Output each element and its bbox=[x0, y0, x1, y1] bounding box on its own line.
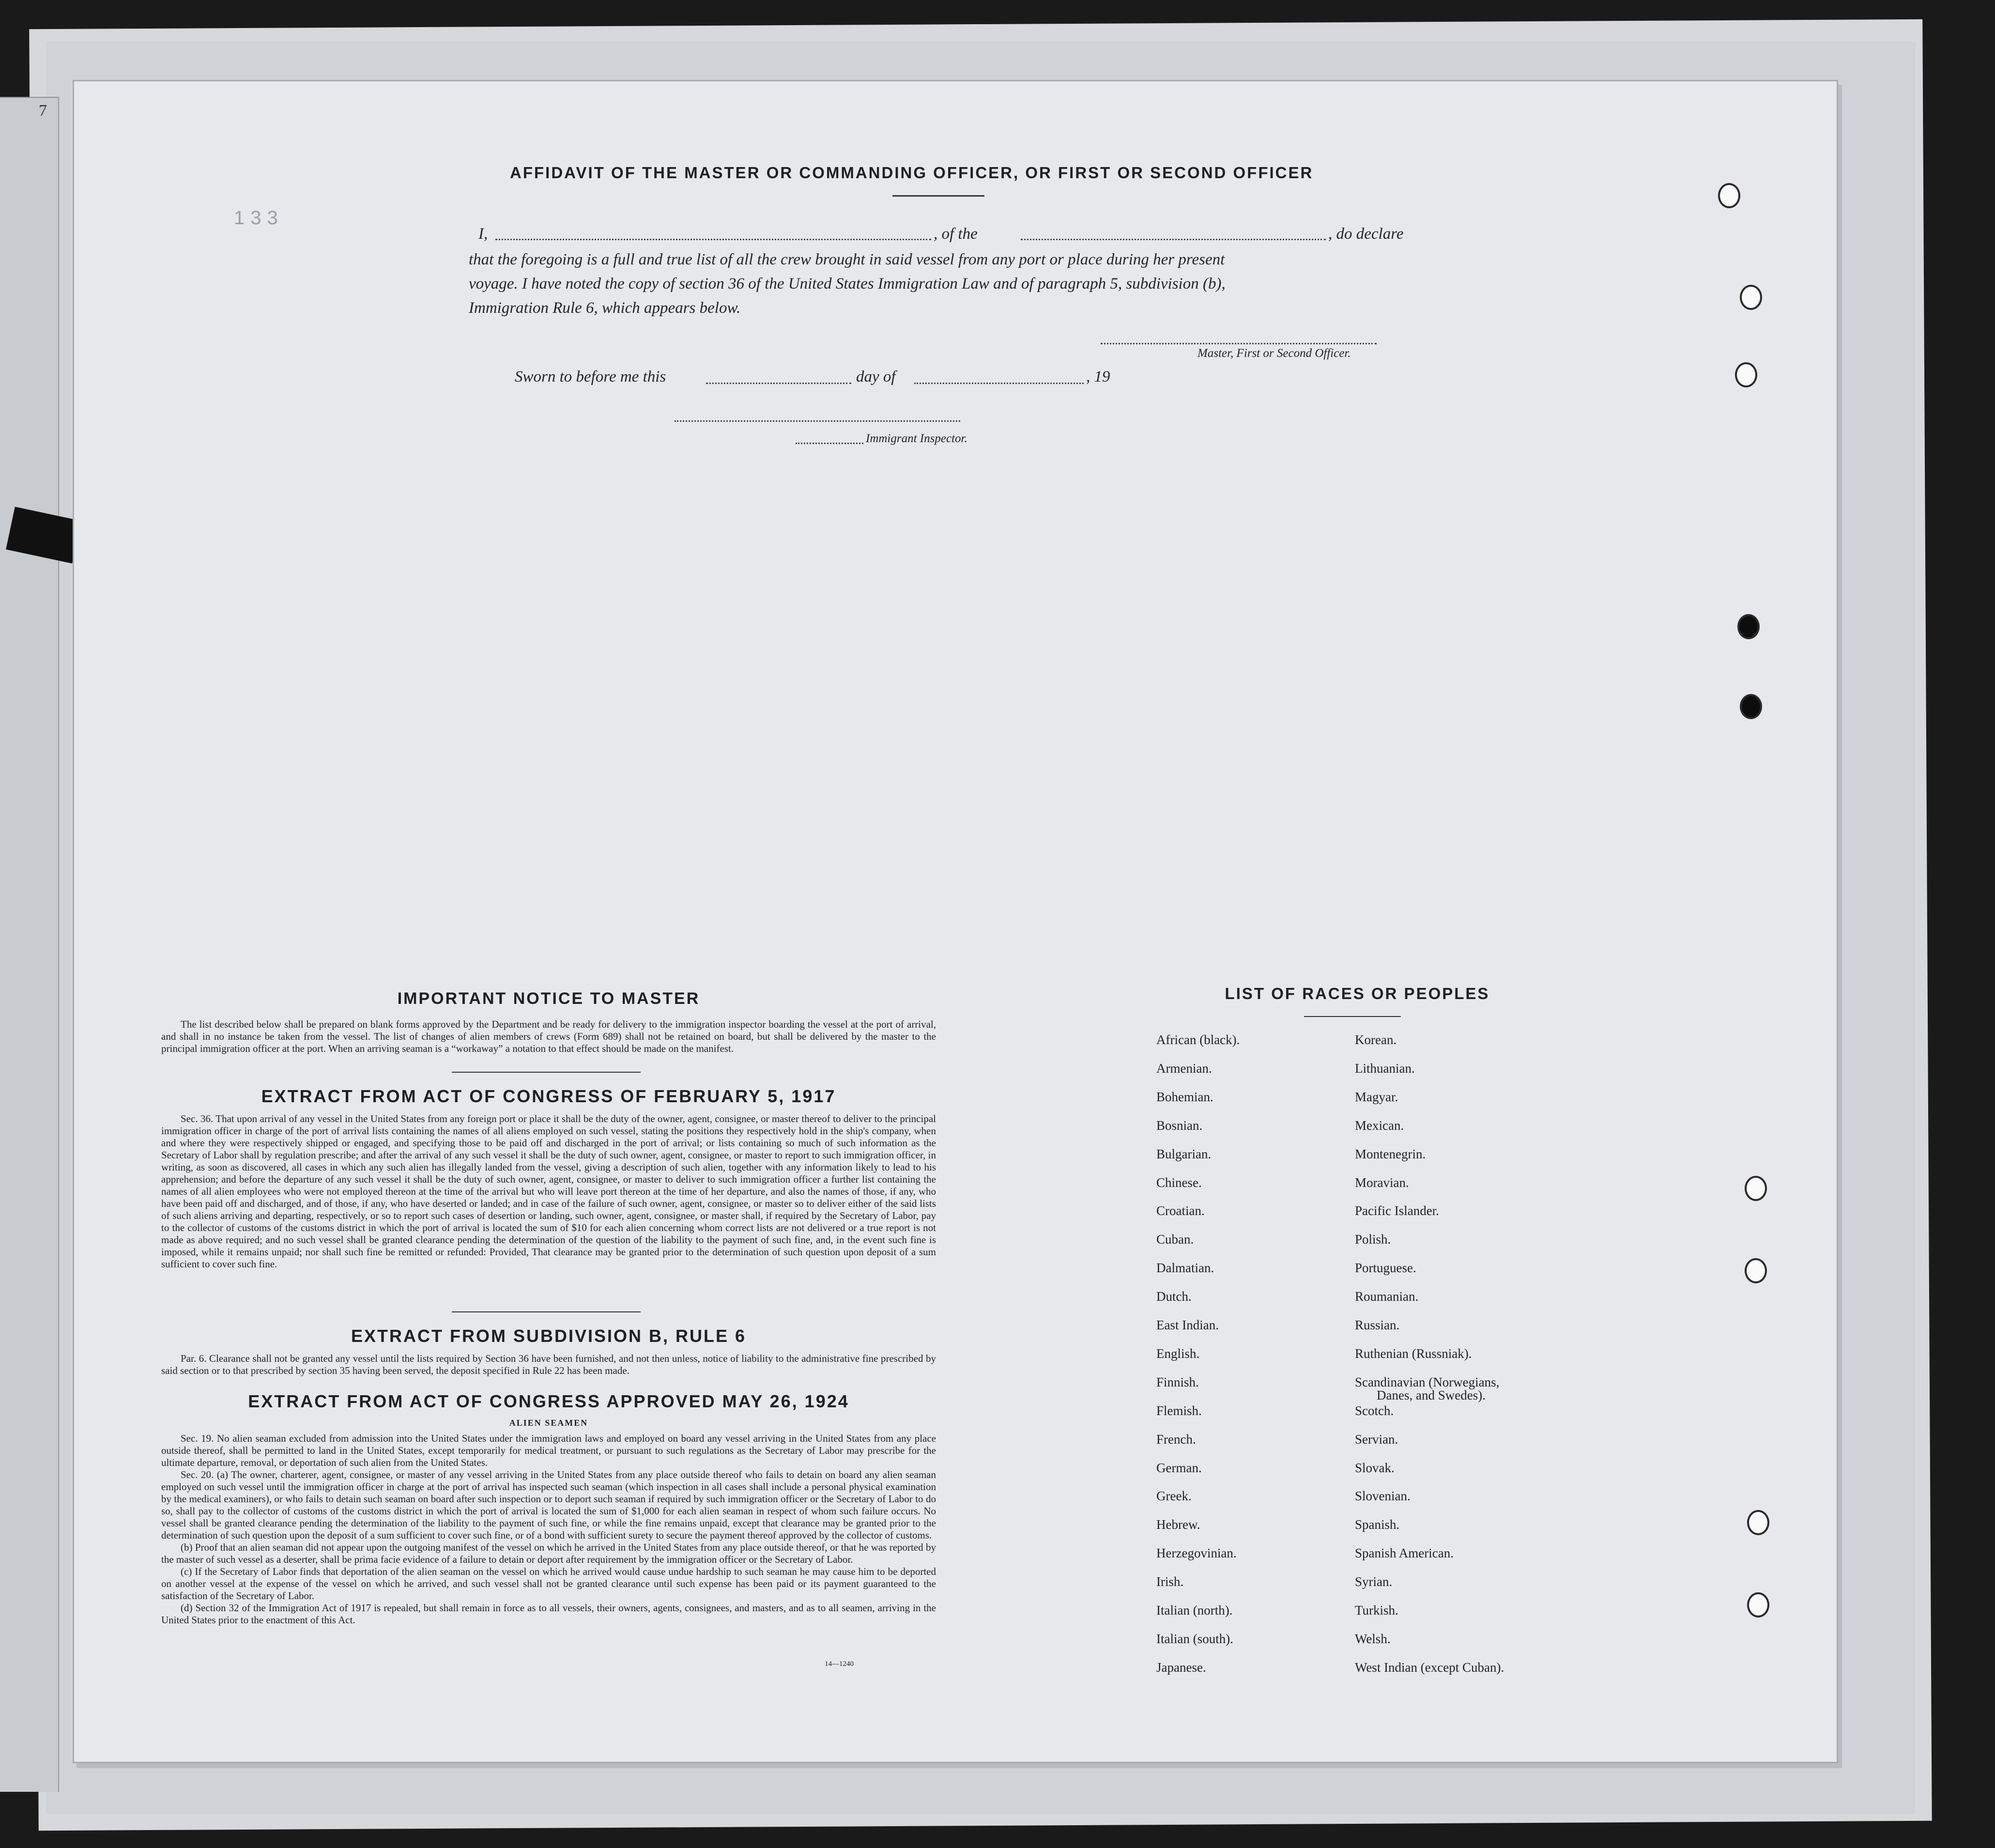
affidavit-line4: Immigration Rule 6, which appears below. bbox=[469, 299, 741, 317]
sworn-day-blank bbox=[706, 383, 851, 384]
margin-digit: 7 bbox=[39, 102, 47, 120]
races-title: LIST OF RACES OR PEOPLES bbox=[1225, 985, 1490, 1002]
affidavit-line1-end: , do declare bbox=[1328, 225, 1404, 243]
race-item: Armenian. bbox=[1156, 1061, 1212, 1076]
race-item: German. bbox=[1156, 1460, 1202, 1475]
race-item: Servian. bbox=[1355, 1432, 1398, 1447]
act1924-sec20b: (b) Proof that an alien seaman did not appear upon the outgoing manifest of the vessel on which he arrived in the United States from any place outside thereof, or that he was reported by the master of such vessel as a deserter, shall be prima facie evidence of a failure to detain or deport after requirement by the immigration officer or the Secretary of Labor. bbox=[161, 1541, 936, 1565]
divider bbox=[452, 1072, 641, 1073]
race-item: Welsh. bbox=[1355, 1631, 1391, 1646]
act1924-sec20c: (c) If the Secretary of Labor finds that deportation of the alien seaman on the vessel on which he arrived would cause undue hardship to such seaman he may cause him to be deported on another vessel at the expense of the vessel on which he arrived, and such vessel shall not be granted clearance until such expense has been paid or its payment guaranteed to the satisfaction of the Secretary of Labor. bbox=[161, 1566, 936, 1602]
race-item: Finnish. bbox=[1156, 1374, 1199, 1389]
race-item: Korean. bbox=[1355, 1032, 1397, 1047]
affidavit-line1-mid: , of the bbox=[934, 225, 978, 243]
race-item: Bulgarian. bbox=[1156, 1146, 1212, 1161]
race-item: Scandinavian (Norwegians, bbox=[1355, 1374, 1500, 1389]
race-item: Japanese. bbox=[1156, 1660, 1206, 1675]
notice-body: The list described below shall be prepared on blank forms approved by the Department and be ready for delivery to the immigration inspector boarding the vessel at the port of arrival, and shall in no instance be taken from the vessel. The list of changes of alien members of crews (Form 689) shall not be retained on board, but shall be delivered by the master to the principal immigration officer at the port. When an arriving seaman is a “workaway” a notation to that effect should be made on the manifest. bbox=[161, 1018, 936, 1054]
act1924-sec20a: Sec. 20. (a) The owner, charterer, agent, consignee, or master of any vessel arriving in the United States from any place outside thereof who fails to detain on board any alien seaman employed on such vessel until the immigration officer in charge at the port of arrival has inspected such seaman (which inspection in all cases shall include a personal physical examination by the medical examiners), or who fails to detain such seaman on board after such inspection or to deport such seaman if required by such immigration officer or the Secretary of Labor to do so, shall pay to the collector of customs of the customs district in which the port of arrival is located the sum of $1,000 for each alien seaman in respect of whom such failure occurs. No vessel shall be granted clearance pending the determination of the liability to the payment of such fine, or while the fine remains unpaid, except that clearance may be granted prior to the determination of such question upon the deposit of a sum sufficient to cover such fine, or of a bond with sufficient surety to secure the payment thereof approved by the collector of customs. bbox=[161, 1469, 936, 1541]
race-item: Dalmatian. bbox=[1156, 1261, 1214, 1276]
race-item: Dutch. bbox=[1156, 1289, 1192, 1304]
race-item: Herzegovinian. bbox=[1156, 1546, 1237, 1561]
races-title-underline bbox=[1304, 1016, 1401, 1017]
race-item: Spanish. bbox=[1355, 1517, 1400, 1532]
punch-hole bbox=[1740, 285, 1762, 310]
title-underline bbox=[892, 195, 984, 197]
punch-hole bbox=[1745, 1258, 1767, 1283]
race-item: Italian (south). bbox=[1156, 1631, 1233, 1646]
race-item: Croatian. bbox=[1156, 1203, 1205, 1218]
act1924-title: EXTRACT FROM ACT OF CONGRESS APPROVED MAY 26, 1924 bbox=[248, 1391, 849, 1411]
race-item: Ruthenian (Russniak). bbox=[1355, 1346, 1472, 1361]
name-blank bbox=[495, 239, 931, 240]
form-number: 14—1240 bbox=[825, 1660, 854, 1668]
manifest-page bbox=[73, 80, 1838, 1763]
left-ledger-strip bbox=[0, 97, 59, 1792]
punch-hole bbox=[1747, 1510, 1769, 1535]
race-item: Portuguese. bbox=[1355, 1261, 1416, 1276]
race-item: French. bbox=[1156, 1432, 1196, 1447]
punch-hole bbox=[1745, 1176, 1767, 1201]
race-item: Mexican. bbox=[1355, 1118, 1404, 1133]
race-item: Greek. bbox=[1156, 1489, 1192, 1504]
act1924-sec19: Sec. 19. No alien seaman excluded from admission into the United States under the immigration laws and employed on board any vessel arriving in the United States from any place outside thereof, shall be permitted to land in the United States, except temporarily for medical treatment, or pursuant to such regulations as the Secretary of Labor may prescribe for the ultimate departure, removal, or deportation of such alien from the United States. bbox=[161, 1432, 936, 1468]
inspector-signature-line bbox=[675, 420, 960, 422]
race-item: Montenegrin. bbox=[1355, 1146, 1426, 1161]
race-item: Flemish. bbox=[1156, 1403, 1202, 1418]
vessel-blank bbox=[1021, 239, 1326, 240]
punch-hole bbox=[1747, 1592, 1769, 1617]
sworn-dayof: day of bbox=[856, 368, 896, 385]
race-item: African (black). bbox=[1156, 1032, 1240, 1047]
race-item: Hebrew. bbox=[1156, 1517, 1200, 1532]
race-item: East Indian. bbox=[1156, 1318, 1219, 1332]
race-item: Bosnian. bbox=[1156, 1118, 1203, 1133]
race-item: Pacific Islander. bbox=[1355, 1203, 1439, 1218]
race-item: Irish. bbox=[1156, 1574, 1184, 1589]
sworn-text: Sworn to before me this bbox=[515, 368, 666, 385]
race-item: Danes, and Swedes). bbox=[1377, 1387, 1486, 1402]
act1917-body: Sec. 36. That upon arrival of any vessel in the United States from any foreign port or place it shall be the duty of the owner, agent, consignee, or master thereof to deliver to the principal immigration officer in charge of the port of arrival lists containing the names of all aliens employed on such vessel, stating the positions they respectively hold in the ship's company, when and where they were respectively shipped or engaged, and specifying those to be paid off and discharged in the port of arrival; or lists containing so much of such information as the Secretary of Labor shall by regulation prescribe; and after the arrival of any such vessel it shall be the duty of such owner, agent, consignee, or master to report to such immigration officer, in writing, as soon as discovered, all cases in which any such alien has illegally landed from the vessel, giving a description of such alien, together with any information likely to lead to his apprehension; and before the departure of any such vessel it shall be the duty of such owner, agent, consignee, or master to deliver to such immigration officer a further list containing the names of all alien employees who were not employed thereon at the time of the arrival but who will leave port thereon at the time of her departure, and also the names of those, if any, who have been paid off and discharged, and of those, if any, who have deserted or landed; and in case of the failure of such owner, agent, consignee, or master so to deliver either of the said lists of such aliens arriving and departing, respectively, or so to report such cases of desertion or landing, such owner, agent, consignee, or master shall, if required by the Secretary of Labor, pay to the collector of customs of the customs district in which the port of arrival is located the sum of $10 for each alien concerning whom correct lists are not delivered or a true report is not made as above required; and no such vessel shall be granted clearance pending the determination of the question of the liability to the payment of such fine, and, in the event such fine is imposed, while it remains unpaid; nor shall such fine be remitted or refunded: Provided, That clearance may be granted prior to the determination of such question upon deposit of a sum sufficient to cover such fine. bbox=[161, 1113, 936, 1270]
notice-title: IMPORTANT NOTICE TO MASTER bbox=[397, 989, 700, 1008]
race-item: Lithuanian. bbox=[1355, 1061, 1415, 1076]
divider bbox=[452, 1311, 641, 1312]
race-item: Polish. bbox=[1355, 1232, 1391, 1247]
race-item: West Indian (except Cuban). bbox=[1355, 1660, 1504, 1675]
sworn-year: , 19 bbox=[1086, 368, 1110, 385]
punch-hole bbox=[1740, 694, 1762, 719]
race-item: Slovenian. bbox=[1355, 1489, 1411, 1504]
race-item: English. bbox=[1156, 1346, 1200, 1361]
affidavit-line3: voyage. I have noted the copy of section 36 of the United States Immigration Law and of paragraph 5, subdivision (b), bbox=[469, 275, 1226, 293]
inspector-prefix-line bbox=[796, 443, 863, 444]
race-item: Italian (north). bbox=[1156, 1603, 1233, 1617]
affidavit-line1-start: I, bbox=[478, 225, 488, 243]
master-signature-caption: Master, First or Second Officer. bbox=[1197, 347, 1351, 360]
race-item: Bohemian. bbox=[1156, 1089, 1213, 1104]
affidavit-title: AFFIDAVIT OF THE MASTER OR COMMANDING OFFICER, OR FIRST OR SECOND OFFICER bbox=[510, 164, 1314, 182]
affidavit-line2: that the foregoing is a full and true list of all the crew brought in said vessel from any port or place during her present bbox=[469, 251, 1225, 268]
master-signature-line bbox=[1101, 343, 1377, 344]
race-item: Turkish. bbox=[1355, 1603, 1398, 1617]
race-item: Syrian. bbox=[1355, 1574, 1393, 1589]
race-item: Magyar. bbox=[1355, 1089, 1398, 1104]
punch-hole bbox=[1737, 614, 1760, 639]
act1917-title: EXTRACT FROM ACT OF CONGRESS OF FEBRUARY 5, 1917 bbox=[261, 1086, 836, 1106]
act1924-body bbox=[161, 1432, 936, 1626]
race-item: Slovak. bbox=[1355, 1460, 1395, 1475]
race-item: Cuban. bbox=[1156, 1232, 1194, 1247]
act1924-sec20d: (d) Section 32 of the Immigration Act of 1917 is repealed, but shall remain in force as to all vessels, their owners, agents, consignees, and masters, and as to all seamen, arriving in the United States prior to the enactment of this Act. bbox=[161, 1602, 936, 1626]
ruleb-body: Par. 6. Clearance shall not be granted any vessel until the lists required by Section 36 have been furnished, and not then unless, notice of liability to the administrative fine prescribed by said section or to that prescribed by section 35 having been served, the deposit specified in Rule 22 has been made. bbox=[161, 1353, 936, 1376]
inspector-caption: Immigrant Inspector. bbox=[866, 432, 967, 445]
race-item: Moravian. bbox=[1355, 1175, 1409, 1190]
ruleb-title: EXTRACT FROM SUBDIVISION B, RULE 6 bbox=[351, 1326, 747, 1346]
faint-stamp-number: 133 bbox=[234, 207, 284, 229]
punch-hole bbox=[1718, 183, 1740, 208]
act1924-subtitle: ALIEN SEAMEN bbox=[509, 1418, 588, 1428]
race-item: Scotch. bbox=[1355, 1403, 1394, 1418]
race-item: Chinese. bbox=[1156, 1175, 1202, 1190]
punch-hole bbox=[1735, 362, 1757, 387]
sworn-month-blank bbox=[914, 383, 1084, 384]
race-item: Spanish American. bbox=[1355, 1546, 1454, 1561]
race-item: Russian. bbox=[1355, 1318, 1400, 1332]
race-item: Roumanian. bbox=[1355, 1289, 1419, 1304]
